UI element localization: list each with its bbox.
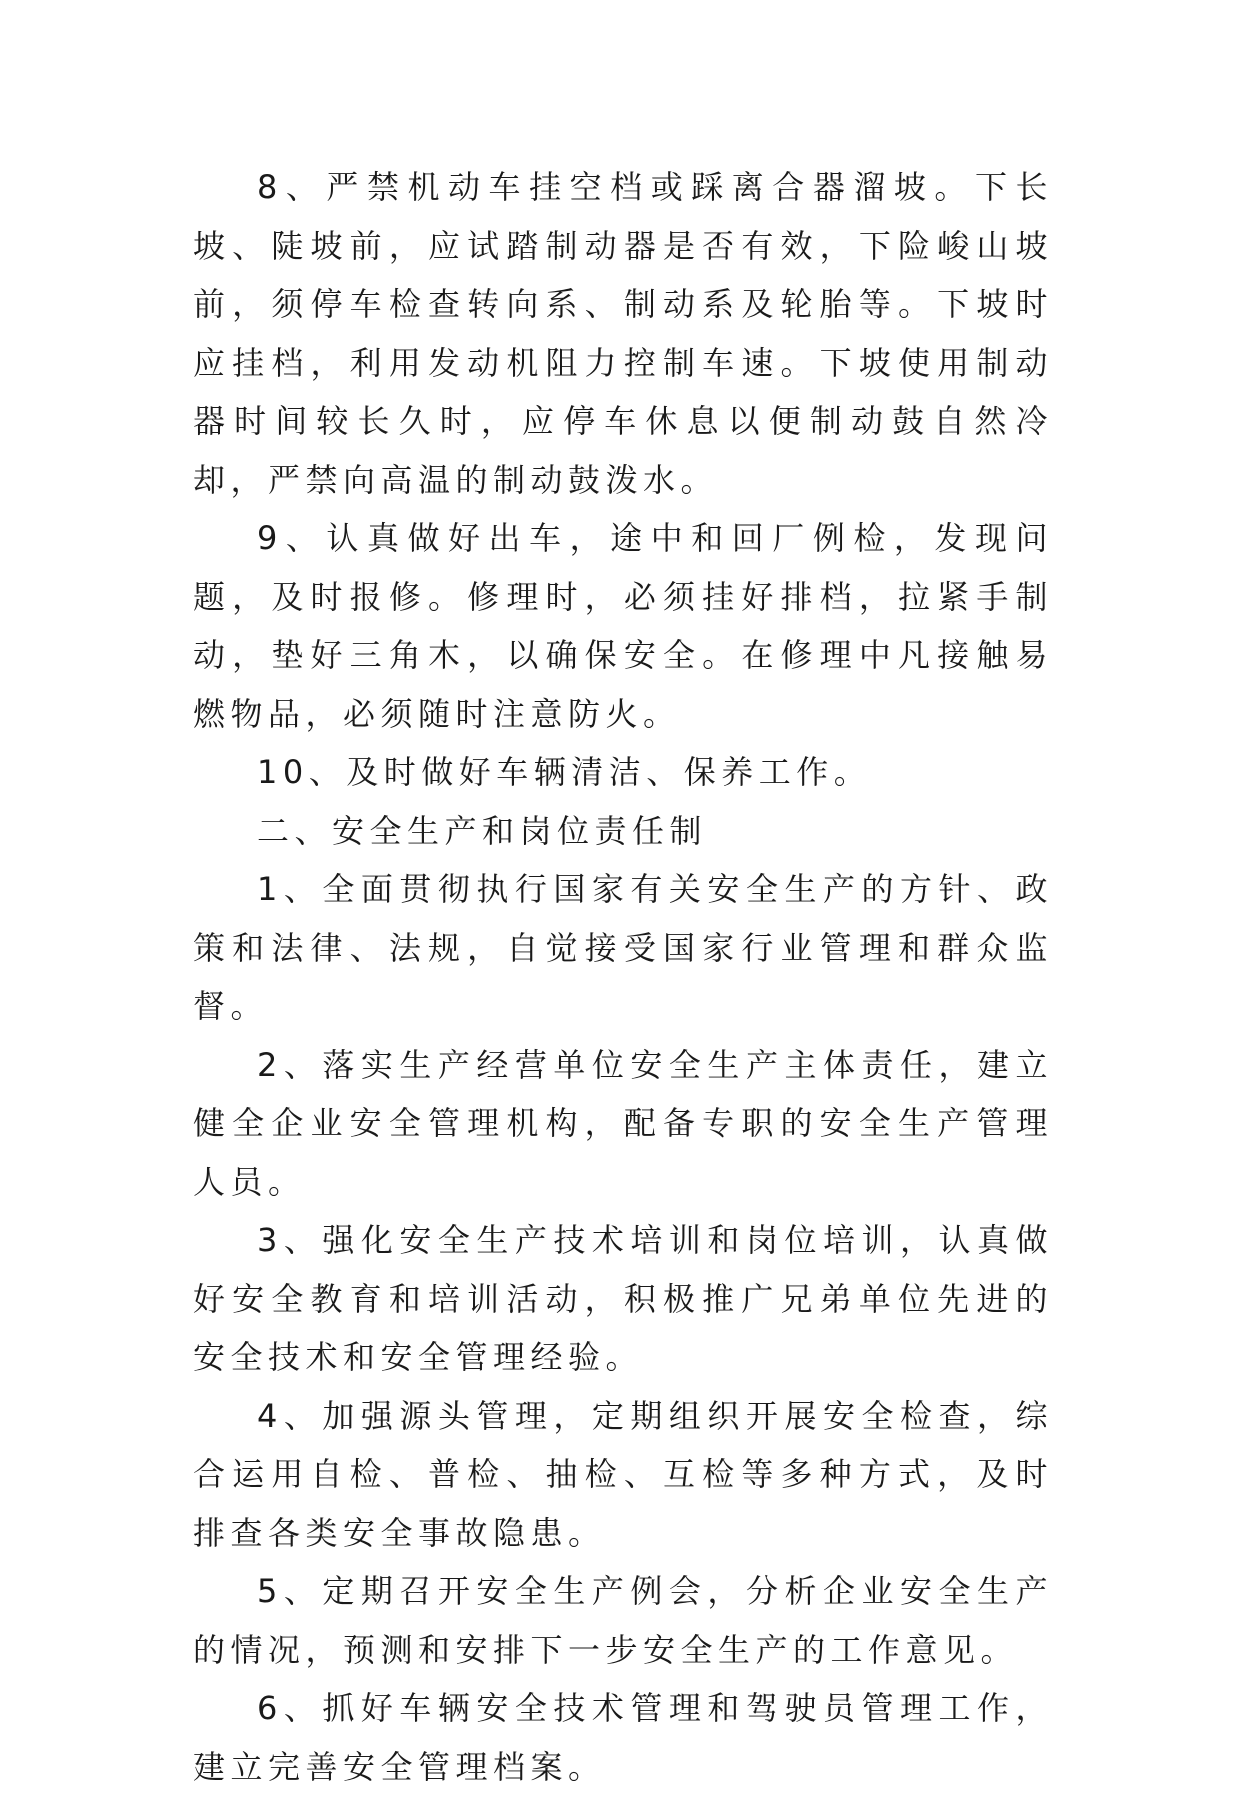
section-heading: 二、安全生产和岗位责任制 [257,811,708,850]
paragraph-item-10: 10、及时做好车辆清洁、保养工作。 [257,753,872,791]
document-body [193,158,1053,1796]
paragraph-item-2: 2、落实生产经营单位安全生产主体责任，建立健全企业安全管理机构，配备专职的安全生产管理人员。 [193,1045,1053,1201]
paragraph-item-9: 9、认真做好出车，途中和回厂例检，发现问题，及时报修。修理时，必须挂好排档，拉紧手制动，垫好三角木，以确保安全。在修理中凡接触易燃物品，必须随时注意防火。 [193,519,1053,733]
paragraph-item-3: 3、强化安全生产技术培训和岗位培训，认真做好安全教育和培训活动，积极推广兄弟单位先进的安全技术和安全管理经验。 [193,1221,1053,1376]
paragraph-item-1: 1、全面贯彻执行国家有关安全生产的方针、政策和法律、法规，自觉接受国家行业管理和群众监督。 [193,870,1053,1025]
paragraph-item-5: 5、定期召开安全生产例会，分析企业安全生产的情况，预测和安排下一步安全生产的工作意见。 [193,1572,1053,1669]
paragraph-item-4: 4、加强源头管理，定期组织开展安全检查，综合运用自检、普检、抽检、互检等多种方式，及时排查各类安全事故隐患。 [193,1396,1053,1552]
paragraph-item-8: 8、严禁机动车挂空档或踩离合器溜坡。下长坡、陡坡前，应试踏制动器是否有效，下险峻山坡前，须停车检查转向系、制动系及轮胎等。下坡时应挂档，利用发动机阻力控制车速。下坡使用制动器时间较长久时，应停车休息以便制动鼓自然冷却，严禁向高温的制动鼓泼水。 [193,168,1053,499]
paragraph-item-6: 6、抓好车辆安全技术管理和驾驶员管理工作，建立完善安全管理档案。 [193,1689,1053,1786]
